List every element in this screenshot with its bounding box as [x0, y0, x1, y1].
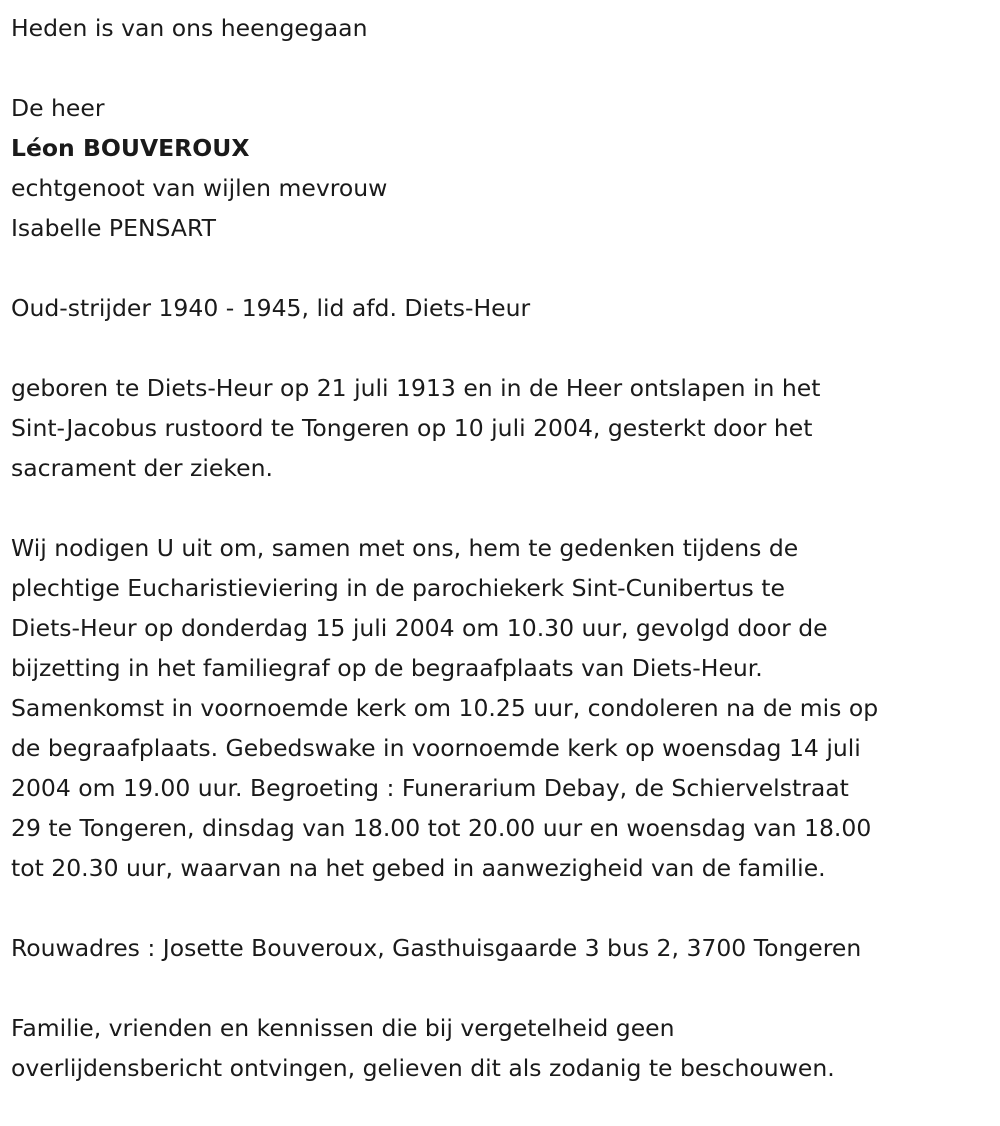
ceremony-paragraph: [11, 528, 1000, 888]
paragraph-line: overlijdensbericht ontvingen, gelieven dit als zodanig te beschouwen.: [11, 1054, 835, 1082]
spacer: [11, 48, 1000, 88]
paragraph-line: Diets-Heur op donderdag 15 juli 2004 om 10.30 uur, gevolgd door de: [11, 614, 828, 642]
closing-paragraph: [11, 1008, 1000, 1088]
veteran-line: Oud-strijder 1940 - 1945, lid afd. Diets-Heur: [11, 294, 531, 322]
spacer: [11, 968, 1000, 1008]
paragraph-line: 2004 om 19.00 uur. Begroeting : Funerarium Debay, de Schiervelstraat: [11, 774, 849, 802]
birth-death-paragraph: [11, 368, 1000, 488]
paragraph-line: Familie, vrienden en kennissen die bij vergetelheid geen: [11, 1014, 675, 1042]
address-line: Rouwadres : Josette Bouveroux, Gasthuisgaarde 3 bus 2, 3700 Tongeren: [11, 934, 862, 962]
intro-text: Heden is van ons heengegaan: [11, 14, 368, 42]
paragraph-line: sacrament der zieken.: [11, 454, 273, 482]
paragraph-line: geboren te Diets-Heur op 21 juli 1913 en in de Heer ontslapen in het: [11, 374, 821, 402]
spacer: [11, 488, 1000, 528]
paragraph-line: bijzetting in het familiegraf op de begraafplaats van Diets-Heur.: [11, 654, 763, 682]
spacer: [11, 248, 1000, 288]
spacer: [11, 328, 1000, 368]
paragraph-line: plechtige Eucharistieviering in de parochiekerk Sint-Cunibertus te: [11, 574, 785, 602]
paragraph-line: Sint-Jacobus rustoord te Tongeren op 10 juli 2004, gesterkt door het: [11, 414, 813, 442]
spouse-line: echtgenoot van wijlen mevrouw: [11, 174, 388, 202]
spacer: [11, 888, 1000, 928]
paragraph-line: Samenkomst in voornoemde kerk om 10.25 uur, condoleren na de mis op: [11, 694, 879, 722]
paragraph-line: Wij nodigen U uit om, samen met ons, hem te gedenken tijdens de: [11, 534, 799, 562]
spouse-name: Isabelle PENSART: [11, 214, 216, 242]
paragraph-line: tot 20.30 uur, waarvan na het gebed in aanwezigheid van de familie.: [11, 854, 826, 882]
deceased-name: Léon BOUVEROUX: [11, 134, 250, 162]
paragraph-line: de begraafplaats. Gebedswake in voornoemde kerk op woensdag 14 juli: [11, 734, 861, 762]
salutation-text: De heer: [11, 94, 105, 122]
paragraph-line: 29 te Tongeren, dinsdag van 18.00 tot 20.00 uur en woensdag van 18.00: [11, 814, 872, 842]
